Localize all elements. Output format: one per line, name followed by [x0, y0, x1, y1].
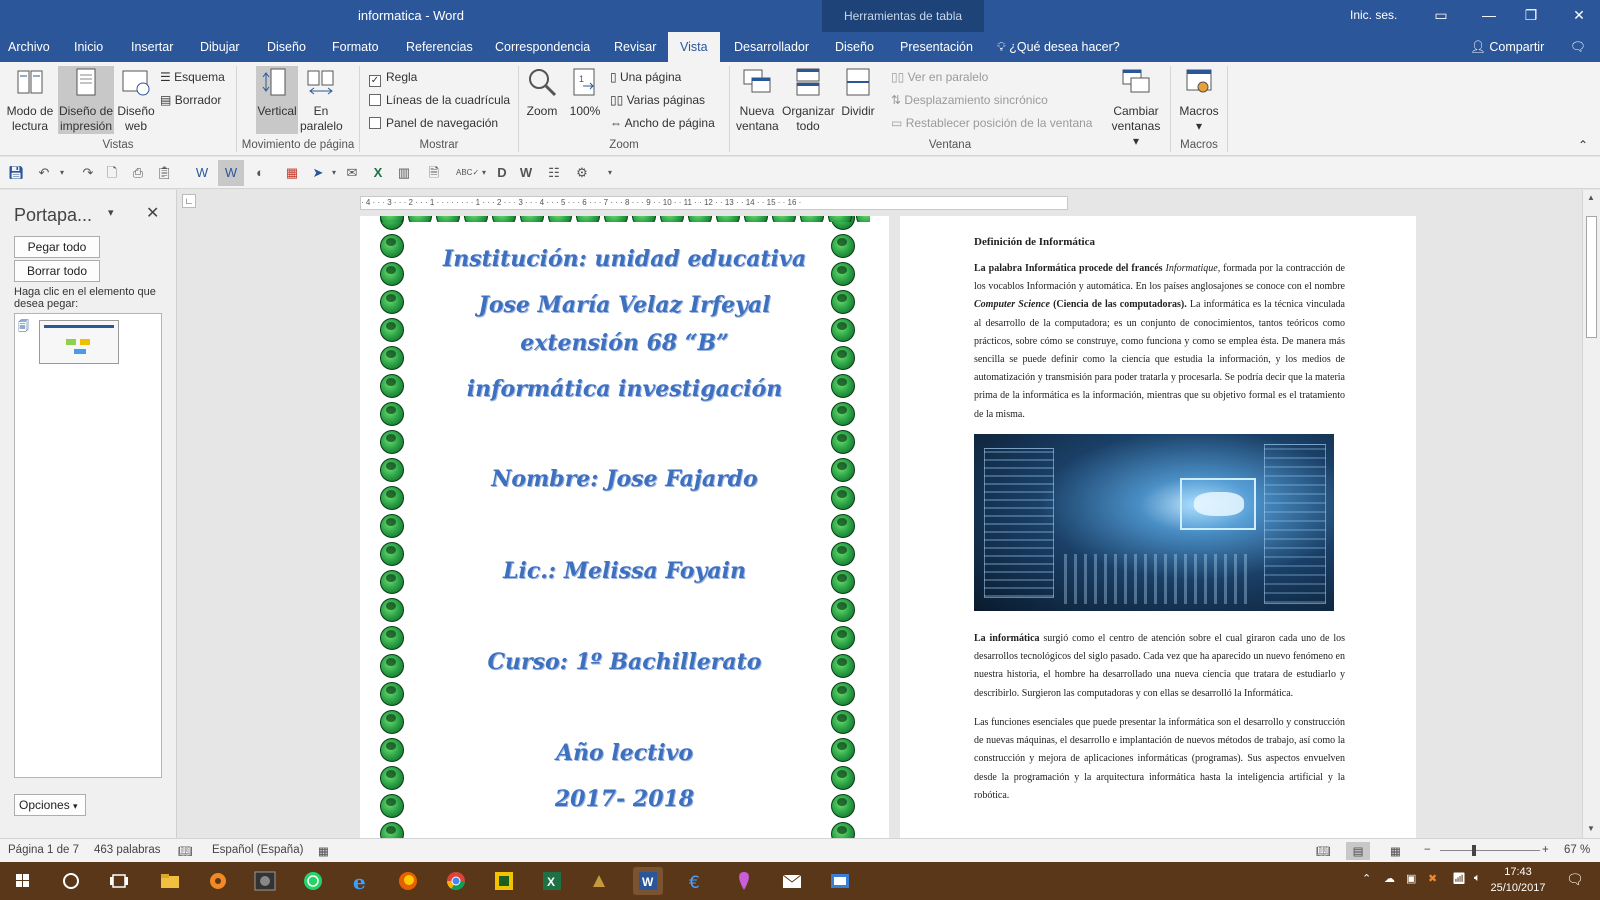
shape-icon[interactable]: ◐	[256, 165, 264, 180]
quick-access-toolbar	[0, 157, 1600, 189]
group-label-mostrar: Mostrar	[419, 139, 459, 151]
globe-ornament	[831, 682, 855, 706]
read-mode-label: Modo de lectura	[6, 104, 54, 133]
title-bar	[0, 0, 1600, 32]
new-document-icon[interactable]: 🗋︎	[106, 165, 118, 180]
close-pane-icon[interactable]: ✕	[146, 205, 160, 222]
lightbulb-icon: 💡︎	[997, 40, 1006, 54]
firefox-icon[interactable]	[393, 867, 423, 895]
zoom-100-icon	[569, 66, 601, 98]
tab-diseno-tabla[interactable]: Diseño	[835, 40, 874, 54]
page-width-label: Ancho de página	[624, 116, 715, 130]
group-label-vistas: Vistas	[102, 139, 134, 151]
globe-ornament	[831, 598, 855, 622]
p2-text: surgió como el centro de atención sobre el cual giraron cada uno de los desarrollos tecnológicos del siglo pasado. Cada vez que ha aparecido un nuevo fenómeno en nuestra historia, el hombre ha desarrollado una nueva ciencia que tratara de estudiarlo y describirlo. Surgieron las computadoras y con ellas se desarrolló la Informática.	[974, 633, 1346, 699]
globe-ornament	[660, 216, 684, 222]
clipboard-pane	[0, 190, 177, 838]
monitor-shape	[1180, 478, 1256, 530]
arrange-all-icon	[792, 66, 824, 98]
svg-text:W: W	[642, 875, 654, 889]
split-button[interactable]	[838, 66, 878, 119]
view-side-by-side-button[interactable]	[891, 70, 988, 84]
side-by-side-label: En paralelo	[300, 104, 343, 133]
thumbnail-bar	[44, 325, 114, 328]
close-icon[interactable]: ✕	[1573, 7, 1585, 23]
svg-text:X: X	[547, 875, 556, 889]
options-button[interactable]	[14, 794, 86, 816]
arrange-all-button[interactable]	[782, 66, 834, 134]
globe-ornament	[492, 216, 516, 222]
tell-me-text: ¿Qué desea hacer?	[1009, 40, 1120, 54]
onedrive-icon[interactable]: ☁	[1384, 873, 1395, 885]
web-layout-view-icon[interactable]: ▦	[1390, 846, 1401, 858]
excel-taskbar-icon[interactable]	[537, 867, 567, 895]
navigation-check-icon	[369, 117, 381, 129]
undo-icon[interactable]: ↶	[38, 165, 50, 180]
screen-panel-shape	[1264, 444, 1326, 604]
cover-year-label: Año lectivo	[555, 740, 694, 766]
reset-window-icon: ▭	[891, 116, 903, 130]
chevron-down-icon: ▾	[73, 801, 78, 811]
p1-italic: Informatique,	[1165, 263, 1221, 274]
page-width-button[interactable]	[610, 116, 715, 130]
cover-school-name: Jose María Velaz Irfeyal	[478, 292, 771, 318]
cover-institution: Institución: unidad educativa	[442, 246, 807, 272]
send-icon[interactable]: ➤	[312, 165, 324, 180]
page-width-icon: ⇔	[610, 116, 622, 130]
globe-ornament	[800, 216, 824, 222]
scroll-down-icon[interactable]: ▼	[1587, 824, 1595, 833]
print-preview-icon[interactable]: ⎙	[132, 165, 144, 180]
tab-vista[interactable]: Vista	[668, 32, 720, 62]
tray-chevron-icon[interactable]: ⌃	[1362, 873, 1372, 885]
macros-icon	[1183, 66, 1215, 98]
notifications-icon[interactable]: 🗨︎	[1566, 871, 1584, 887]
reset-window-label: Restablecer posición de la ventana	[905, 116, 1093, 130]
chevron-down-icon[interactable]: ▾	[481, 168, 486, 177]
scroll-up-icon[interactable]: ▲	[1587, 193, 1595, 202]
share-label: Compartir	[1489, 40, 1545, 54]
clipboard-item-thumbnail[interactable]	[39, 320, 119, 364]
new-window-label: Nueva ventana	[736, 104, 779, 133]
multiple-pages-button[interactable]	[610, 93, 705, 107]
task-view-icon[interactable]	[104, 867, 134, 895]
cover-course: Curso: 1º Bachillerato	[487, 649, 762, 675]
zoom-100-label: 100%	[569, 104, 601, 118]
paragraph-3: Las funciones esenciales que puede presentar la informática son el desarrollo y construcción de nuevas máquinas, el desarrollo e implantación de nuevos métodos de trabajo, así como la construcción y mejora de aplicaciones informáticas (programas). Sus aspectos envuelven desde la programación y la arquitectura informática hasta la inteligencia artificial y la robótica.	[974, 717, 1345, 801]
group-label-movimiento: Movimiento de página	[241, 139, 355, 151]
group-label-macros: Macros	[1180, 139, 1218, 151]
globe-ornament	[831, 822, 855, 838]
draft-icon: ▤	[160, 93, 172, 107]
new-window-icon	[741, 66, 773, 98]
macros-button[interactable]	[1176, 66, 1222, 134]
globe-ornament	[632, 216, 656, 222]
one-page-button[interactable]	[610, 70, 681, 84]
tab-diseno[interactable]: Diseño	[267, 40, 306, 54]
print-layout-label: Diseño de impresión	[58, 104, 114, 133]
envelope-icon[interactable]: ✉	[346, 165, 358, 180]
document-area[interactable]	[178, 190, 1582, 838]
p1-end: La informática es la técnica vinculada al desarrollo de la computadora; es un conjunto de conocimientos, tantos teóricos como prácticos, sobre cómo se construye, como funciona y como se emplea ésta. De manera más sencilla se puede definir como la ciencia que estudia la información, y los medios de automatización y transmisión para poder tratarla y procesarla. Se podría decir que la materia prima de la informática es la información, mientras que su objetivo formal es el tratamiento de la misma.	[974, 299, 1345, 420]
minimize-icon[interactable]: —	[1482, 7, 1496, 23]
tools-icon[interactable]: ⚙	[576, 165, 588, 180]
gridlines-checkbox[interactable]	[369, 93, 510, 107]
share-button[interactable]	[1470, 40, 1544, 55]
globe-ornament	[856, 216, 870, 222]
chrome-icon[interactable]	[441, 867, 471, 895]
reset-window-button[interactable]	[891, 116, 1092, 130]
thumbnail-shape	[66, 339, 76, 345]
side-by-side-small-icon: ▯▯	[891, 70, 905, 84]
cover-school-year: 2017- 2018	[554, 786, 695, 812]
globe-ornament	[380, 430, 404, 454]
euro-app-icon[interactable]	[681, 867, 711, 895]
list-icon[interactable]: ☷	[548, 165, 560, 180]
gridlines-label: Líneas de la cuadrícula	[386, 93, 511, 107]
one-page-label: Una página	[619, 70, 682, 84]
read-mode-button[interactable]	[2, 66, 58, 134]
screen-panel-shape	[984, 448, 1054, 598]
group-label-zoom: Zoom	[609, 139, 639, 151]
customize-toolbar-icon[interactable]: ▾	[607, 168, 612, 177]
gridlines-check-icon	[369, 94, 381, 106]
ribbon-tabs	[0, 32, 1600, 62]
zoom-button[interactable]	[522, 66, 562, 119]
page-cover[interactable]	[360, 216, 889, 838]
document-icon[interactable]: 🗎︎	[428, 165, 440, 180]
paste-icon[interactable]: 📋︎	[156, 165, 173, 180]
camera-app-icon[interactable]	[250, 867, 280, 895]
word-document-icon[interactable]: W	[218, 160, 244, 186]
chevron-down-icon: ▾	[1195, 119, 1203, 133]
file-explorer-icon[interactable]	[155, 867, 185, 895]
side-by-side-button[interactable]	[300, 66, 342, 134]
world-map-shape	[1194, 492, 1244, 516]
side-by-side-icon	[305, 66, 337, 98]
ribbon	[0, 62, 1600, 156]
presentation-app-icon[interactable]	[825, 867, 855, 895]
draw-d-icon[interactable]: D	[497, 165, 507, 180]
whatsapp-icon[interactable]	[298, 867, 328, 895]
arrange-all-label: Organizar todo	[782, 104, 835, 133]
web-layout-label: Diseño web	[117, 104, 155, 133]
person-icon: 👤︎	[1470, 40, 1486, 54]
tab-archivo[interactable]: Archivo	[8, 40, 50, 54]
chevron-down-icon: ▾	[1132, 134, 1140, 148]
outline-button[interactable]	[160, 70, 225, 84]
tab-presentacion[interactable]: Presentación	[900, 40, 973, 54]
collapse-ribbon-icon[interactable]: ⌃	[1578, 138, 1589, 152]
vertical-scrollbar[interactable]	[1582, 190, 1600, 838]
switch-windows-label: Cambiar ventanas	[1111, 104, 1161, 133]
cover-student-name: Nombre: Jose Fajardo	[491, 466, 758, 492]
zoom-percentage[interactable]: 67 %	[1564, 844, 1591, 856]
globe-ornament	[520, 216, 544, 222]
new-window-button[interactable]	[736, 66, 778, 134]
p1-text: formada por la contracción de los vocablos Información y automática. En los países anglosajones se conoce con el nombre	[974, 263, 1345, 293]
clock-time[interactable]: 17:43	[1504, 866, 1532, 878]
globe-ornament	[548, 216, 572, 222]
ruler-check-icon: ✓	[370, 75, 380, 86]
windows-taskbar	[0, 862, 1600, 900]
zoom-out-icon[interactable]: −	[1424, 844, 1431, 856]
globe-ornament	[464, 216, 488, 222]
tell-me-box[interactable]	[997, 40, 1120, 55]
word-icon[interactable]: W	[195, 165, 209, 180]
horizontal-ruler[interactable]: · 4 · · · 3 · · · 2 · · · 1 · · · · · · · · 1 · · · 2 · · · 3 · · · 4 · · · 5 · · · 6 · · · 7 · · · 8 · · · 9 · · 10 · · 11 · · 12 · · 13 · · 14 · · 15 · · 16 ·	[360, 196, 1068, 210]
navigation-pane-checkbox[interactable]	[369, 116, 498, 130]
status-bar	[0, 838, 1600, 862]
globe-ornament	[380, 626, 404, 650]
tab-inicio[interactable]: Inicio	[74, 40, 104, 54]
globe-ornament	[380, 514, 404, 538]
window-title: informatica - Word	[358, 8, 464, 23]
proofing-icon[interactable]: 📖︎	[178, 846, 193, 858]
table-icon[interactable]: ▥	[397, 165, 411, 180]
switch-windows-icon	[1120, 66, 1152, 98]
switch-windows-button[interactable]	[1108, 66, 1164, 149]
paste-all-button[interactable]: Pegar todo	[14, 236, 100, 258]
globe-ornament	[380, 710, 404, 734]
svg-text:€: €	[689, 873, 700, 893]
globe-ornament	[380, 598, 404, 622]
read-mode-icon	[14, 66, 46, 98]
globe-ornament	[831, 710, 855, 734]
globe-ornament	[604, 216, 628, 222]
globe-ornament	[380, 402, 404, 426]
globe-ornament	[380, 822, 404, 838]
language-label[interactable]: Español (España)	[212, 844, 304, 856]
globe-ornament	[744, 216, 768, 222]
svg-text:1: 1	[579, 74, 585, 84]
globe-ornament	[576, 216, 600, 222]
split-icon	[842, 66, 874, 98]
sync-scroll-label: Desplazamiento sincrónico	[904, 93, 1048, 107]
vertical-label: Vertical	[257, 104, 297, 118]
wifi-icon[interactable]: 📶︎	[1452, 873, 1466, 885]
definition-heading: Definición de Informática	[974, 236, 1095, 248]
pane-title: Portapa...	[14, 205, 93, 225]
save-icon[interactable]: 💾︎	[8, 165, 25, 180]
one-page-icon: ▯	[610, 70, 617, 84]
page-definition[interactable]	[900, 216, 1416, 838]
draft-button[interactable]	[160, 93, 221, 107]
tab-referencias[interactable]: Referencias	[406, 40, 473, 54]
cover-subject: informática investigación	[466, 376, 783, 402]
settings-app-icon[interactable]	[203, 867, 233, 895]
pane-hint: Haga clic en el elemento que desea pegar:	[14, 286, 156, 310]
split-label: Dividir	[841, 104, 875, 118]
globe-ornament	[831, 430, 855, 454]
globe-ornament	[380, 682, 404, 706]
clipboard-list	[14, 313, 162, 778]
svg-text:e: e	[353, 870, 366, 894]
tab-correspondencia[interactable]: Correspondencia	[495, 40, 591, 54]
globe-ornament	[831, 514, 855, 538]
tray-app-icon[interactable]: ▣	[1406, 873, 1417, 885]
zoom-slider-thumb[interactable]	[1472, 845, 1476, 856]
globe-ornament	[716, 216, 740, 222]
web-layout-icon	[120, 66, 152, 98]
multiple-pages-icon: ▯▯	[610, 93, 624, 107]
technology-image[interactable]	[974, 434, 1334, 611]
print-layout-button[interactable]	[58, 66, 114, 134]
multiple-pages-label: Varias páginas	[626, 93, 706, 107]
ruler-label: Regla	[386, 70, 418, 84]
zoom-in-icon[interactable]: +	[1542, 844, 1549, 856]
globe-border-top	[380, 216, 870, 222]
zoom-100-button[interactable]	[565, 66, 605, 119]
chevron-down-icon[interactable]: ▾	[59, 168, 64, 177]
context-tab-header: Herramientas de tabla	[822, 0, 984, 62]
paragraph-1	[974, 260, 1345, 424]
spelling-icon[interactable]: ABC✓	[456, 168, 480, 177]
globe-ornament	[831, 402, 855, 426]
word-taskbar-icon[interactable]	[633, 867, 663, 895]
group-separator	[1227, 66, 1228, 152]
sync-scroll-button[interactable]	[891, 93, 1048, 107]
web-layout-button[interactable]	[114, 66, 158, 134]
page-count[interactable]: Página 1 de 7	[8, 844, 79, 856]
globe-ornament	[772, 216, 796, 222]
globe-ornament	[380, 216, 404, 222]
outline-icon: ☰	[160, 70, 171, 84]
paragraph-2	[974, 630, 1345, 703]
comments-icon[interactable]: 🗨︎	[1570, 40, 1586, 54]
draw-w-icon[interactable]: W	[519, 165, 533, 180]
globe-ornament	[436, 216, 460, 222]
p1-bold: La palabra Informática procede del francés	[974, 263, 1166, 274]
globe-ornament	[831, 626, 855, 650]
group-label-ventana: Ventana	[928, 139, 972, 151]
scroll-thumb[interactable]	[1586, 216, 1597, 338]
magnifier-icon	[526, 66, 558, 98]
outline-label: Esquema	[174, 70, 225, 84]
sync-scroll-icon: ⇅	[891, 93, 902, 107]
chart-icon[interactable]: ▦	[285, 165, 299, 180]
zoom-slider-track[interactable]	[1440, 850, 1540, 851]
keyboard-shape	[1064, 554, 1254, 604]
print-layout-view-icon[interactable]: ▤	[1346, 842, 1370, 860]
tab-insertar[interactable]: Insertar	[131, 40, 174, 54]
cover-extension: extensión 68 “B”	[520, 330, 729, 356]
globe-ornament	[688, 216, 712, 222]
tab-revisar[interactable]: Revisar	[614, 40, 657, 54]
view-side-by-side-label: Ver en paralelo	[907, 70, 989, 84]
draft-label: Borrador	[174, 93, 222, 107]
zoom-label: Zoom	[526, 104, 558, 118]
macro-record-icon[interactable]: ▦	[318, 846, 329, 858]
tab-selector-icon[interactable]: ∟	[182, 194, 196, 208]
read-mode-view-icon[interactable]: 📖︎	[1316, 846, 1331, 858]
tab-formato[interactable]: Formato	[332, 40, 379, 54]
p2-bold: La informática	[974, 633, 1040, 644]
chevron-down-icon[interactable]: ▾	[331, 168, 336, 177]
restore-icon[interactable]: ❐	[1524, 7, 1538, 23]
tray-tools-icon[interactable]: ✖	[1428, 873, 1438, 885]
thumbnail-shape	[74, 349, 86, 354]
pane-options-icon[interactable]: ▾	[108, 207, 114, 219]
clear-all-button[interactable]: Borrar todo	[14, 260, 100, 282]
maps-app-icon[interactable]	[729, 867, 759, 895]
excel-icon[interactable]: X	[373, 165, 383, 180]
clock-date[interactable]: 25/10/2017	[1490, 882, 1546, 894]
brand-app-icon[interactable]	[489, 867, 519, 895]
sign-in-link[interactable]: Inic. ses.	[1350, 8, 1398, 22]
windows-start-icon[interactable]	[8, 867, 38, 895]
volume-icon[interactable]: 🔈︎	[1474, 872, 1481, 884]
globe-ornament	[408, 216, 432, 222]
vertical-scroll-icon	[261, 66, 293, 98]
ruler-checkbox[interactable]	[369, 70, 417, 87]
macros-label: Macros	[1179, 104, 1219, 118]
tab-desarrollador[interactable]: Desarrollador	[734, 40, 810, 54]
tab-dibujar[interactable]: Dibujar	[200, 40, 240, 54]
thumbnail-shape	[80, 339, 90, 345]
p1-computer-science: Computer Science	[974, 299, 1050, 311]
cover-teacher: Lic.: Melissa Foyain	[503, 558, 746, 584]
clipboard-item-type-icon: 🗐︎	[18, 321, 29, 333]
vertical-button[interactable]	[256, 66, 298, 134]
internet-explorer-icon[interactable]	[346, 867, 376, 895]
search-icon[interactable]	[56, 867, 86, 895]
navigation-pane-label: Panel de navegación	[386, 116, 499, 130]
p1-cs-translation: (Ciencia de las computadoras).	[1049, 299, 1187, 311]
ribbon-display-options-icon[interactable]: ▭	[1434, 7, 1448, 23]
redo-icon[interactable]: ↷	[82, 165, 94, 180]
word-count[interactable]: 463 palabras	[94, 844, 161, 856]
globe-ornament	[828, 216, 852, 222]
audio-app-icon[interactable]	[585, 867, 615, 895]
mail-app-icon[interactable]	[777, 867, 807, 895]
options-label: Opciones	[19, 798, 70, 812]
print-layout-icon	[70, 66, 102, 98]
